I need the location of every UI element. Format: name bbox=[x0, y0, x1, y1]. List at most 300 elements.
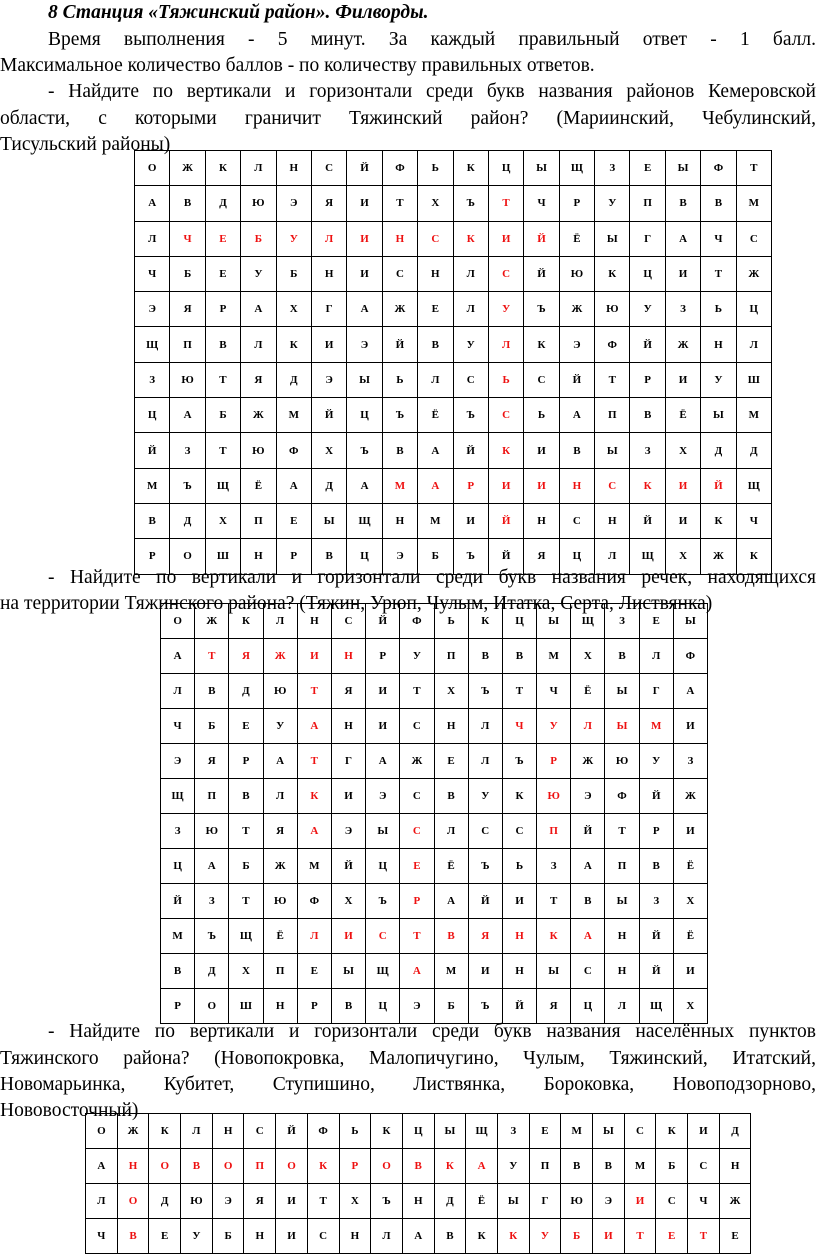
grid-cell: Ь bbox=[339, 1114, 371, 1149]
grid-cell: И bbox=[453, 503, 488, 538]
grid-cell: У bbox=[639, 744, 673, 779]
grid-row bbox=[86, 1219, 751, 1254]
grid-cell: У bbox=[595, 186, 630, 221]
grid-cell: Ъ bbox=[371, 1184, 403, 1219]
grid-cell: Р bbox=[630, 362, 665, 397]
grid-cell: А bbox=[665, 221, 700, 256]
grid-cell: Ж bbox=[665, 327, 700, 362]
grid-cell: К bbox=[205, 151, 240, 186]
grid-cell: В bbox=[311, 539, 346, 574]
grid-cell: П bbox=[244, 1149, 276, 1184]
grid-cell: С bbox=[453, 362, 488, 397]
grid-cell: Ц bbox=[736, 292, 771, 327]
grid-cell: Щ bbox=[571, 604, 605, 639]
grid-cell: Х bbox=[311, 433, 346, 468]
grid-cell: И bbox=[665, 468, 700, 503]
grid-cell: Р bbox=[559, 186, 594, 221]
grid-cell: Н bbox=[418, 256, 453, 291]
grid-cell: Х bbox=[331, 884, 365, 919]
grid-cell: Щ bbox=[347, 503, 382, 538]
grid-cell: Э bbox=[382, 539, 417, 574]
grid-cell: А bbox=[135, 186, 170, 221]
grid-cell: Ъ bbox=[347, 433, 382, 468]
grid-cell: С bbox=[307, 1219, 339, 1254]
grid-cell: К bbox=[297, 779, 331, 814]
grid-cell: Ы bbox=[311, 503, 346, 538]
grid-cell: С bbox=[488, 398, 523, 433]
grid-cell: Ы bbox=[331, 954, 365, 989]
grid-cell: Х bbox=[339, 1184, 371, 1219]
grid-cell: О bbox=[170, 539, 205, 574]
grid-cell: К bbox=[453, 221, 488, 256]
grid-cell: М bbox=[736, 398, 771, 433]
grid-cell: З bbox=[630, 433, 665, 468]
grid-cell: У bbox=[400, 639, 434, 674]
grid-cell: Ы bbox=[524, 151, 559, 186]
grid-cell: Й bbox=[488, 539, 523, 574]
grid-cell: Э bbox=[559, 327, 594, 362]
grid-cell: М bbox=[736, 186, 771, 221]
grid-cell: У bbox=[276, 221, 311, 256]
grid-cell: С bbox=[688, 1149, 720, 1184]
grid-cell: А bbox=[400, 954, 434, 989]
grid-cell: Н bbox=[311, 256, 346, 291]
grid-cell: В bbox=[571, 884, 605, 919]
grid-cell: Л bbox=[434, 814, 468, 849]
grid-cell: Ё bbox=[559, 221, 594, 256]
grid-cell: Ц bbox=[402, 1114, 434, 1149]
grid-cell: Л bbox=[595, 539, 630, 574]
grid-cell: Л bbox=[263, 604, 297, 639]
grid-cell: Й bbox=[488, 503, 523, 538]
grid-cell: Н bbox=[595, 503, 630, 538]
grid-cell: Ц bbox=[161, 849, 195, 884]
grid-cell: У bbox=[701, 362, 736, 397]
grid-cell: Ы bbox=[497, 1184, 529, 1219]
grid-cell: М bbox=[418, 503, 453, 538]
grid-cell: Ё bbox=[571, 674, 605, 709]
grid-cell: С bbox=[331, 604, 365, 639]
grid-cell: Г bbox=[630, 221, 665, 256]
grid-cell: Ц bbox=[559, 539, 594, 574]
grid-cell: У bbox=[468, 779, 502, 814]
grid-cell: Ъ bbox=[524, 292, 559, 327]
grid-cell: К bbox=[468, 604, 502, 639]
grid-cell: Э bbox=[311, 362, 346, 397]
grid-cell: Ц bbox=[571, 989, 605, 1024]
grid-cell: Н bbox=[297, 604, 331, 639]
grid-cell: Ф bbox=[400, 604, 434, 639]
grid-cell: И bbox=[276, 1219, 308, 1254]
grid-cell: У bbox=[537, 709, 571, 744]
grid-cell: Л bbox=[161, 674, 195, 709]
grid-cell: С bbox=[571, 954, 605, 989]
grid-cell: Ь bbox=[434, 604, 468, 639]
grid-row bbox=[161, 884, 708, 919]
grid-cell: Д bbox=[149, 1184, 181, 1219]
grid-cell: Н bbox=[339, 1219, 371, 1254]
grid-cell: Т bbox=[205, 362, 240, 397]
grid-cell: Ф bbox=[605, 779, 639, 814]
grid-cell: Л bbox=[605, 989, 639, 1024]
grid-cell: Ъ bbox=[453, 186, 488, 221]
grid-cell: И bbox=[593, 1219, 625, 1254]
grid-cell: В bbox=[402, 1149, 434, 1184]
grid-cell: В bbox=[665, 186, 700, 221]
grid-cell: Л bbox=[297, 919, 331, 954]
grid-cell: Й bbox=[161, 884, 195, 919]
grid-cell: У bbox=[488, 292, 523, 327]
grid-cell: Ю bbox=[170, 362, 205, 397]
grid-cell: Н bbox=[382, 503, 417, 538]
grid-cell: Й bbox=[276, 1114, 308, 1149]
grid-cell: Е bbox=[434, 744, 468, 779]
grid-cell: А bbox=[241, 292, 276, 327]
grid-cell: И bbox=[673, 814, 707, 849]
grid-cell: В bbox=[605, 639, 639, 674]
grid-cell: Ж bbox=[571, 744, 605, 779]
grid-cell: А bbox=[263, 744, 297, 779]
grid-cell: Ю bbox=[559, 256, 594, 291]
grid-cell: П bbox=[170, 327, 205, 362]
grid-cell: Е bbox=[418, 292, 453, 327]
grid-cell: Н bbox=[331, 709, 365, 744]
grid-row bbox=[135, 151, 772, 186]
grid-cell: Ж bbox=[673, 779, 707, 814]
wordsearch-grid-districts bbox=[134, 150, 772, 575]
grid-cell: У bbox=[453, 327, 488, 362]
grid-cell: О bbox=[135, 151, 170, 186]
grid-cell: Е bbox=[205, 221, 240, 256]
grid-cell: Я bbox=[170, 292, 205, 327]
grid-cell: Ъ bbox=[366, 884, 400, 919]
grid-cell: Ц bbox=[347, 539, 382, 574]
grid-cell: Ю bbox=[195, 814, 229, 849]
grid-cell: И bbox=[665, 256, 700, 291]
grid-cell: Х bbox=[673, 884, 707, 919]
grid-cell: Ц bbox=[488, 151, 523, 186]
grid-cell: И bbox=[297, 639, 331, 674]
grid-cell: Ж bbox=[382, 292, 417, 327]
grid-cell: Ы bbox=[366, 814, 400, 849]
grid-cell: Р bbox=[161, 989, 195, 1024]
grid-cell: Ё bbox=[673, 849, 707, 884]
grid-cell: Ч bbox=[736, 503, 771, 538]
grid-cell: Й bbox=[382, 327, 417, 362]
grid-cell: З bbox=[595, 151, 630, 186]
grid-cell: Ь bbox=[418, 151, 453, 186]
grid-cell: Я bbox=[468, 919, 502, 954]
grid-cell: У bbox=[263, 709, 297, 744]
grid-cell: Щ bbox=[639, 989, 673, 1024]
grid-cell: Л bbox=[736, 327, 771, 362]
grid-cell: Ы bbox=[605, 674, 639, 709]
grid-cell: Ж bbox=[400, 744, 434, 779]
grid-cell: И bbox=[347, 186, 382, 221]
grid-cell: Н bbox=[244, 1219, 276, 1254]
grid-cell: Ъ bbox=[382, 398, 417, 433]
grid-cell: Ь bbox=[701, 292, 736, 327]
grid-cell: Х bbox=[205, 503, 240, 538]
grid-cell: Э bbox=[593, 1184, 625, 1219]
grid-cell: Г bbox=[331, 744, 365, 779]
grid-cell: Й bbox=[639, 919, 673, 954]
grid-cell: В bbox=[434, 919, 468, 954]
grid-cell: Е bbox=[276, 503, 311, 538]
grid-cell: Д bbox=[736, 433, 771, 468]
grid-cell: Ч bbox=[170, 221, 205, 256]
grid-cell: Щ bbox=[559, 151, 594, 186]
grid-cell: Ё bbox=[665, 398, 700, 433]
grid-cell: Ю bbox=[561, 1184, 593, 1219]
grid-cell: Ч bbox=[86, 1219, 118, 1254]
grid-cell: Ё bbox=[466, 1184, 498, 1219]
grid-cell: К bbox=[307, 1149, 339, 1184]
grid-cell: С bbox=[468, 814, 502, 849]
grid-cell: У bbox=[241, 256, 276, 291]
grid-cell: Р bbox=[135, 539, 170, 574]
grid-cell: А bbox=[673, 674, 707, 709]
grid-cell: Р bbox=[639, 814, 673, 849]
grid-cell: Л bbox=[311, 221, 346, 256]
grid-cell: Т bbox=[382, 186, 417, 221]
grid-cell: Ъ bbox=[453, 398, 488, 433]
grid-cell: Э bbox=[400, 989, 434, 1024]
grid-cell: И bbox=[488, 468, 523, 503]
grid-cell: З bbox=[170, 433, 205, 468]
grid-cell: Л bbox=[468, 709, 502, 744]
grid-cell: Р bbox=[297, 989, 331, 1024]
grid-cell: Щ bbox=[135, 327, 170, 362]
grid-cell: Н bbox=[502, 954, 536, 989]
grid-cell: Ъ bbox=[453, 539, 488, 574]
grid-cell: З bbox=[161, 814, 195, 849]
grid-cell: Ж bbox=[736, 256, 771, 291]
grid-cell: О bbox=[371, 1149, 403, 1184]
grid-cell: Т bbox=[688, 1219, 720, 1254]
grid-cell: Ю bbox=[181, 1184, 213, 1219]
grid-cell: Э bbox=[347, 327, 382, 362]
grid-cell: К bbox=[276, 327, 311, 362]
grid-cell: К bbox=[595, 256, 630, 291]
grid-cell: Д bbox=[701, 433, 736, 468]
grid-cell: В bbox=[434, 1219, 466, 1254]
grid-cell: О bbox=[86, 1114, 118, 1149]
grid-cell: С bbox=[624, 1114, 656, 1149]
grid-cell: Л bbox=[468, 744, 502, 779]
grid-cell: Ц bbox=[630, 256, 665, 291]
grid-cell: Ж bbox=[170, 151, 205, 186]
grid-cell: Л bbox=[263, 779, 297, 814]
grid-cell: В bbox=[181, 1149, 213, 1184]
grid-cell: Й bbox=[311, 398, 346, 433]
grid-cell: Л bbox=[181, 1114, 213, 1149]
grid-cell: Р bbox=[205, 292, 240, 327]
grid-cell: П bbox=[195, 779, 229, 814]
grid-cell: Е bbox=[297, 954, 331, 989]
grid-cell: Т bbox=[605, 814, 639, 849]
grid-cell: К bbox=[466, 1219, 498, 1254]
task1-text-line2: области, с которыми граничит Тяжинский район? (Мариинский, Чебулинский, bbox=[0, 108, 816, 129]
grid-cell: К bbox=[630, 468, 665, 503]
grid-cell: Ы bbox=[605, 709, 639, 744]
grid-cell: Ч bbox=[135, 256, 170, 291]
grid-cell: З bbox=[497, 1114, 529, 1149]
grid-cell: Ы bbox=[605, 884, 639, 919]
grid-cell: Х bbox=[673, 989, 707, 1024]
grid-row bbox=[135, 256, 772, 291]
grid-cell: Н bbox=[276, 151, 311, 186]
grid-cell: Х bbox=[418, 186, 453, 221]
grid-row bbox=[135, 186, 772, 221]
grid-cell: Ш bbox=[229, 989, 263, 1024]
grid-cell: Ж bbox=[559, 292, 594, 327]
grid-cell: Х bbox=[276, 292, 311, 327]
grid-cell: М bbox=[297, 849, 331, 884]
grid-cell: К bbox=[488, 433, 523, 468]
task1-text-line1: - Найдите по вертикали и горизонтали среди букв названия районов Кемеровской bbox=[48, 81, 816, 102]
grid-cell: Ё bbox=[241, 468, 276, 503]
grid-cell: Ы bbox=[595, 221, 630, 256]
grid-cell: Н bbox=[719, 1149, 751, 1184]
grid-cell: О bbox=[161, 604, 195, 639]
grid-cell: Ы bbox=[434, 1114, 466, 1149]
grid-cell: Ъ bbox=[468, 849, 502, 884]
grid-cell: А bbox=[347, 468, 382, 503]
grid-cell: В bbox=[701, 186, 736, 221]
grid-cell: Л bbox=[453, 292, 488, 327]
grid-cell: Л bbox=[135, 221, 170, 256]
grid-cell: Ж bbox=[195, 604, 229, 639]
grid-cell: Р bbox=[537, 744, 571, 779]
grid-cell: В bbox=[418, 327, 453, 362]
grid-cell: К bbox=[229, 604, 263, 639]
grid-cell: В bbox=[561, 1149, 593, 1184]
grid-cell: В bbox=[639, 849, 673, 884]
grid-cell: Ж bbox=[117, 1114, 149, 1149]
grid-cell: Д bbox=[229, 674, 263, 709]
grid-cell: З bbox=[665, 292, 700, 327]
grid-cell: А bbox=[161, 639, 195, 674]
grid-cell: М bbox=[382, 468, 417, 503]
grid-cell: У bbox=[630, 292, 665, 327]
grid-cell: Р bbox=[453, 468, 488, 503]
grid-cell: Д bbox=[276, 362, 311, 397]
grid-cell: Ч bbox=[502, 709, 536, 744]
task3-text-line4: Нововосточный) bbox=[0, 1100, 139, 1121]
grid-cell: Т bbox=[400, 919, 434, 954]
grid-cell: А bbox=[297, 709, 331, 744]
grid-cell: Й bbox=[630, 327, 665, 362]
grid-cell: С bbox=[502, 814, 536, 849]
grid-row bbox=[135, 503, 772, 538]
grid-cell: Й bbox=[524, 221, 559, 256]
grid-cell: Б bbox=[205, 398, 240, 433]
grid-cell: Ж bbox=[701, 539, 736, 574]
grid-cell: Ц bbox=[502, 604, 536, 639]
grid-cell: Й bbox=[701, 468, 736, 503]
grid-cell: Э bbox=[135, 292, 170, 327]
grid-cell: Ж bbox=[263, 639, 297, 674]
grid-cell: Р bbox=[229, 744, 263, 779]
grid-cell: Н bbox=[605, 954, 639, 989]
grid-cell: З bbox=[537, 849, 571, 884]
grid-cell: П bbox=[537, 814, 571, 849]
grid-cell: В bbox=[205, 327, 240, 362]
grid-cell: Ы bbox=[593, 1114, 625, 1149]
grid-cell: Ь bbox=[382, 362, 417, 397]
grid-cell: Н bbox=[402, 1184, 434, 1219]
grid-cell: Ю bbox=[241, 433, 276, 468]
wordsearch-grid-settlements bbox=[85, 1113, 751, 1254]
grid-row bbox=[161, 849, 708, 884]
grid-cell: Л bbox=[418, 362, 453, 397]
grid-cell: Н bbox=[502, 919, 536, 954]
grid-cell: Д bbox=[311, 468, 346, 503]
grid-cell: Ё bbox=[434, 849, 468, 884]
grid-cell: В bbox=[331, 989, 365, 1024]
grid-cell: Я bbox=[244, 1184, 276, 1219]
grid-cell: Ф bbox=[307, 1114, 339, 1149]
grid-cell: К bbox=[537, 919, 571, 954]
grid-cell: И bbox=[468, 954, 502, 989]
grid-cell: Ц bbox=[347, 398, 382, 433]
grid-cell: Х bbox=[665, 539, 700, 574]
grid-cell: В bbox=[502, 639, 536, 674]
grid-cell: Ю bbox=[605, 744, 639, 779]
grid-row bbox=[161, 954, 708, 989]
grid-cell: А bbox=[297, 814, 331, 849]
grid-cell: П bbox=[529, 1149, 561, 1184]
grid-cell: А bbox=[347, 292, 382, 327]
grid-cell: Ы bbox=[673, 604, 707, 639]
grid-cell: А bbox=[366, 744, 400, 779]
grid-cell: С bbox=[418, 221, 453, 256]
grid-cell: И bbox=[276, 1184, 308, 1219]
section-title: 8 Станция «Тяжинский район». Филворды. bbox=[48, 2, 429, 23]
grid-cell: Ъ bbox=[502, 744, 536, 779]
grid-row bbox=[161, 919, 708, 954]
grid-cell: М bbox=[434, 954, 468, 989]
grid-cell: С bbox=[656, 1184, 688, 1219]
grid-cell: Щ bbox=[630, 539, 665, 574]
grid-cell: К bbox=[502, 779, 536, 814]
grid-cell: О bbox=[212, 1149, 244, 1184]
grid-cell: Т bbox=[400, 674, 434, 709]
grid-cell: И bbox=[665, 362, 700, 397]
grid-cell: В bbox=[117, 1219, 149, 1254]
task1-text-line3: Тисульский районы) bbox=[0, 134, 171, 155]
grid-cell: Ю bbox=[537, 779, 571, 814]
grid-cell: Т bbox=[488, 186, 523, 221]
grid-cell: М bbox=[537, 639, 571, 674]
grid-cell: В bbox=[559, 433, 594, 468]
grid-cell: Т bbox=[297, 674, 331, 709]
grid-row bbox=[135, 221, 772, 256]
grid-row bbox=[161, 989, 708, 1024]
grid-cell: Я bbox=[241, 362, 276, 397]
wordsearch-grid-rivers bbox=[160, 603, 708, 1024]
grid-cell: Я bbox=[537, 989, 571, 1024]
grid-cell: Ъ bbox=[170, 468, 205, 503]
grid-cell: И bbox=[665, 503, 700, 538]
grid-cell: Р bbox=[276, 539, 311, 574]
grid-cell: С bbox=[366, 919, 400, 954]
grid-cell: Щ bbox=[736, 468, 771, 503]
grid-row bbox=[161, 639, 708, 674]
grid-cell: К bbox=[701, 503, 736, 538]
grid-cell: П bbox=[605, 849, 639, 884]
